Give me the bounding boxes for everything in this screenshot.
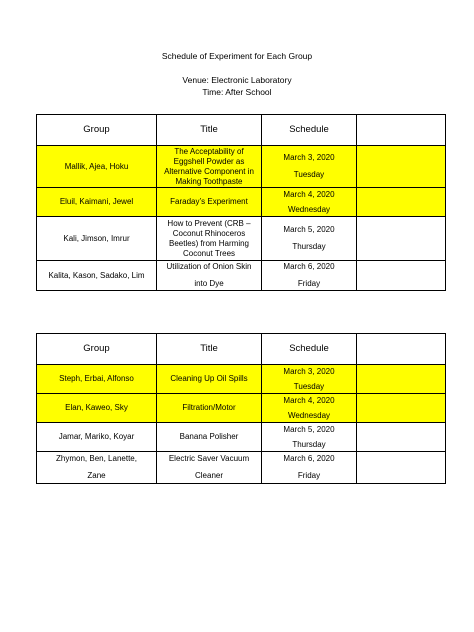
schedule-date: March 6, 2020 bbox=[283, 262, 335, 271]
table-row bbox=[37, 261, 446, 291]
schedule-date: March 4, 2020 bbox=[283, 189, 335, 199]
schedule-date: March 5, 2020 bbox=[283, 424, 335, 434]
blank-cell bbox=[357, 188, 446, 217]
title-line-2: into Dye bbox=[194, 279, 224, 288]
table-row bbox=[37, 188, 446, 217]
title-cell bbox=[157, 452, 262, 484]
schedule-day: Friday bbox=[297, 279, 321, 288]
title-line-2: Cleaner bbox=[194, 471, 223, 480]
schedule-day: Tuesday bbox=[293, 170, 325, 179]
group-cell: Jamar, Mariko, Koyar bbox=[37, 423, 157, 452]
schedule-day: Wednesday bbox=[287, 410, 331, 420]
column-header-schedule: Schedule bbox=[262, 334, 357, 365]
schedule-cell bbox=[262, 452, 357, 484]
schedule-cell bbox=[262, 146, 357, 188]
blank-cell bbox=[357, 261, 446, 291]
schedule-date: March 3, 2020 bbox=[283, 153, 335, 162]
schedule-cell bbox=[262, 394, 357, 423]
table-row bbox=[37, 146, 446, 188]
column-header-schedule: Schedule bbox=[262, 115, 357, 146]
schedule-day: Tuesday bbox=[293, 381, 325, 391]
group-cell: Kali, Jimson, Imrur bbox=[37, 217, 157, 261]
title-cell: The Acceptability of Eggshell Powder as Alternative Component in Making Toothpaste bbox=[157, 146, 262, 188]
schedule-day: Thursday bbox=[292, 242, 326, 251]
column-header-blank bbox=[357, 334, 446, 365]
table-header-row bbox=[37, 115, 446, 146]
schedule-date: March 5, 2020 bbox=[283, 225, 335, 234]
schedule-table-2 bbox=[36, 333, 446, 484]
blank-cell bbox=[357, 217, 446, 261]
schedule-date: March 3, 2020 bbox=[283, 366, 335, 376]
schedule-cell bbox=[262, 365, 357, 394]
schedule-cell bbox=[262, 261, 357, 291]
blank-cell bbox=[357, 365, 446, 394]
title-cell: Filtration/Motor bbox=[157, 394, 262, 423]
group-line-2: Zane bbox=[87, 471, 106, 480]
column-header-group: Group bbox=[37, 334, 157, 365]
venue-line: Venue: Electronic Laboratory bbox=[182, 75, 292, 85]
table-row bbox=[37, 423, 446, 452]
group-cell: Eluil, Kaimani, Jewel bbox=[37, 188, 157, 217]
group-line-1: Zhymon, Ben, Lanette, bbox=[56, 454, 137, 463]
column-header-group: Group bbox=[37, 115, 157, 146]
group-cell bbox=[37, 452, 157, 484]
schedule-title: Schedule of Experiment for Each Group bbox=[161, 51, 313, 61]
schedule-table-1 bbox=[36, 114, 446, 291]
schedule-cell bbox=[262, 423, 357, 452]
title-cell: Faraday’s Experiment bbox=[157, 188, 262, 217]
schedule-cell bbox=[262, 188, 357, 217]
title-cell: Banana Polisher bbox=[157, 423, 262, 452]
schedule-date: March 6, 2020 bbox=[283, 454, 335, 463]
title-line-1: Electric Saver Vacuum bbox=[168, 454, 250, 463]
schedule-day: Wednesday bbox=[287, 204, 331, 214]
blank-cell bbox=[357, 452, 446, 484]
blank-cell bbox=[357, 423, 446, 452]
group-cell: Steph, Erbai, Alfonso bbox=[37, 365, 157, 394]
time-line: Time: After School bbox=[202, 87, 272, 97]
title-line-1: Utilization of Onion Skin bbox=[166, 262, 252, 271]
blank-cell bbox=[357, 146, 446, 188]
title-cell bbox=[157, 261, 262, 291]
column-header-blank bbox=[357, 115, 446, 146]
title-cell: How to Prevent (CRB – Coconut Rhinoceros Beetles) from Harming Coconut Trees bbox=[157, 217, 262, 261]
schedule-date: March 4, 2020 bbox=[283, 395, 335, 405]
group-cell: Mallik, Ajea, Hoku bbox=[37, 146, 157, 188]
document-header bbox=[0, 50, 474, 98]
column-header-title: Title bbox=[157, 115, 262, 146]
table-row bbox=[37, 365, 446, 394]
table-row bbox=[37, 394, 446, 423]
blank-cell bbox=[357, 394, 446, 423]
title-cell: Cleaning Up Oil Spills bbox=[157, 365, 262, 394]
schedule-cell bbox=[262, 217, 357, 261]
schedule-day: Thursday bbox=[292, 439, 326, 449]
column-header-title: Title bbox=[157, 334, 262, 365]
table-header-row bbox=[37, 334, 446, 365]
group-cell: Kalita, Kason, Sadako, Lim bbox=[37, 261, 157, 291]
schedule-day: Friday bbox=[297, 471, 321, 480]
group-cell: Elan, Kaweo, Sky bbox=[37, 394, 157, 423]
table-row bbox=[37, 217, 446, 261]
table-row bbox=[37, 452, 446, 484]
